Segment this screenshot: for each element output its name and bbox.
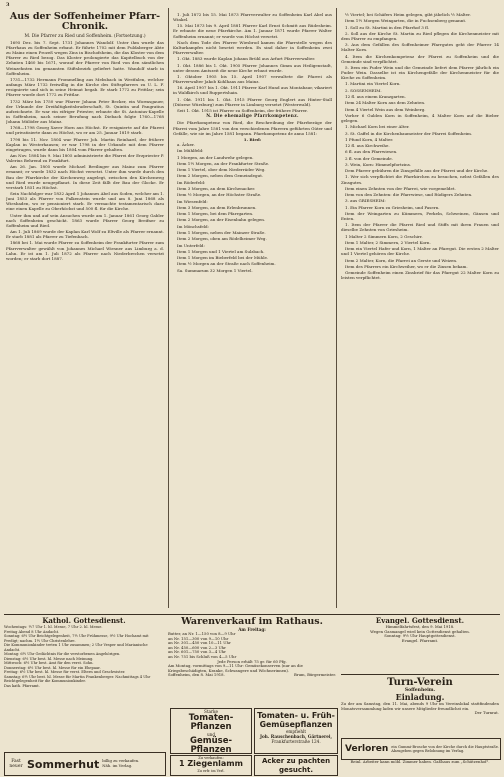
catholic-service-notice [4, 617, 164, 749]
chronicle-paragraph: Am 1. Juli 1869 wurde der Kaplan Karl Wolf zu Eltville als Pfarrer ernannt. Er starb 1881 als Pfarrer zu Tiefenbach. [6, 229, 164, 240]
turnverein-signature: Der Turnrat. [474, 710, 499, 716]
competence-paragraph: Gemeinde Soffenheim einen Zinsbrief für das Pfarrgut 22 Malter Korn zu leisten verpflichtet. [341, 270, 499, 281]
turnverein-notice [341, 677, 499, 735]
ziegenlamm-ad [170, 755, 252, 776]
catholic-service-line: Freitag: 6½ Uhr best. hl. Messe für verst. Eltern und Geschwister. [4, 670, 126, 674]
chronicle-paragraph: 1768—1798 Georg Xaver Horn aus Höchst. Er resignierte auf die Pfarrei und privatisierte dann zu Höchst, wo er am 25. Januar 1819 starb. [6, 125, 164, 136]
chronicle-paragraph: Am Nov. 1804 bis 9. Mai 1805 administrierte die Pfarrei der Erzpriester P. Valerius Behrend zu Frankfurt. [6, 153, 164, 164]
competence-paragraph: Item einen Zehnten von der Pfarrei, wie vorgemeldet. [345, 185, 456, 191]
tomaten2-heading-2: Gemüsepflanzen [259, 720, 333, 729]
competence-paragraph: 3. Aus dem Gefällen des Soffenheimer Pfarrgutes geht der Pfarrer 14 Malter Korn. [341, 42, 499, 53]
turnverein-subtitle: Soffenheim. [404, 688, 436, 693]
competence-paragraph: Item ein Viertel Hafer und Korn, 1 Malter an Pfarrgut. Die ersten 2 Malter und 1 Viertel gehören der Kirche. [341, 246, 499, 257]
competence-paragraphs [341, 12, 499, 280]
zimmer-ad [341, 760, 499, 774]
acker-ad [254, 755, 338, 776]
zimmer-text: Reinl. Arbeiter kann möbl. Zimmer haben. Gaßhaus zum „Schützenhof". [350, 760, 490, 764]
verloren-text: ein Gummi-Brosche von der Kirche durch die Hauptstraße. Abzugeben gegen Belohnung im Verlag. [391, 744, 500, 753]
warenverkauf-subtitle: Am Freitag: [238, 627, 266, 632]
warenverkauf-title: Warenverkauf im Rathaus. [181, 617, 323, 627]
evangelical-service-line: Sonntag: 9½ Uhr Hauptgottesdienst. [384, 633, 456, 639]
sommerhut-tail: billig zu verkaufen. Näh. im Verlag. [102, 758, 140, 768]
acker-tail [255, 775, 337, 776]
evangelical-service-line: Evangel. Pfarramt. [401, 638, 439, 644]
competence-paragraph: 4. Item die Kirchenkompetenz der Pfarrei zu Soffenheim und die Gemeinde sind verpflichtet. [341, 53, 499, 64]
tomaten-ad-top: Starke [203, 709, 219, 714]
tomaten-ad-rauschenbach [254, 708, 338, 754]
catholic-service-line: Die Kommunionkinder treten 1 Uhr zusammen; 2 Uhr Vesper und Marianische Andacht. [4, 643, 148, 652]
competence-paragraph: 2. Soll aus der Kirche St. Martin zu Ried pflegen die Kirchenmeister mit dem Pfarrer zu empfangen. [341, 30, 499, 41]
pastor-paragraph: 1. Juli 1872 bis 15. Mai 1873 Pfarrverwalter zu Soffenheim Karl Abel aus Winkel. [173, 12, 332, 23]
competence-paragraph: Item der Weingarten zu Kümmern, Ferkeln, Schweinen, Gänsen und Enten. [341, 210, 499, 222]
field-item: Im Mühlfeld: [177, 148, 204, 154]
catholic-service-line: Das kath. Pfarramt. [4, 683, 40, 688]
chronicle-paragraph: Am 26. Jan. 1805 wurde Michael Breilinger aus Mainz zum Pfarrer ernannt; er wurde 1832 nach Höchst versetzt. Unter ihm wurde durch den Bau der Pfarrkirche der Kirchenweg angelegt, zwischen den Kirchenweg und Ried wurde neugepflanzt. In diese Zeit fällt der Bau der Glocke. Er verstarb 1851 zu Höchst. [6, 164, 164, 190]
chronicle-title: Aus der Soffenheimer Pfarr-Chronik. [9, 12, 161, 32]
chronicle-paragraph: Sein Nachfolger war 1832 April 1 Johannes Abel aus Soden, welcher am 1. Juni 1853 als Pfarrer von Falkenstein wurde und am 8. Juni 1868 als Wiesbaden, wo er pensioniert starb. Er vermachte testamentarisch dazu eine einen Kapelle zu Oberhöchst und 500 fl. für die Kirche. [6, 191, 164, 212]
competence-paragraph: 5. Item ein Fuder Wein und die Gemeinde liefert dem Pfarrer jährlich ein Fuder Wein. Dasselbe ist ein Kirchengefälle der Kirchenmeister für die Kirche zu Soffenheim. [341, 64, 499, 81]
competence-paragraph: 1 Pfund Korn, 4 Malter. [345, 136, 394, 142]
competence-paragraph: Item 4 Viertel Wein aus dem Weinberg. [345, 106, 426, 112]
competence-paragraph: 3. St. Gaffel in die Kirchenbaumeister der Pfarrei Soffenheim. [345, 130, 473, 136]
warenverkauf-item: an Nr. 450—600 von 2—3 Uhr [168, 644, 226, 650]
catholic-service-lines [4, 625, 164, 688]
competence-paragraph: Item 24 Malter Korn aus dem Zehnten. [345, 100, 426, 106]
field-item: Item 2 Morgen, an der Eisenbahn gelegen. [177, 217, 266, 223]
chronicle-paragraphs [6, 40, 164, 261]
field-item: Item 2 Morgen, neben dem Gemeindegut. [177, 173, 264, 179]
warenverkauf-monday: Am Montag, vormittags von 9—11 Uhr: Gemüsekonserven (nur an die Kriegsbeschädigten, Kranke, Schwangere und Wöchnerinnen). [168, 663, 303, 673]
evangelical-service-line: Himmelfahrtsfest, den 9. Mai 1918. [385, 624, 455, 629]
field-item: Item 3 Morgen, an dem Erlenbrunnen. [177, 204, 257, 210]
pastor-paragraph: 16. April 1907 bis 1. Okt. 1911 Pfarrer Karl Hund aus Montabaur, vikariert in Waldkirch und Ruppertshain. [173, 85, 332, 96]
competence-paragraph: 1 Malter 2 Simmern Korn, 2 Geschirr. [345, 233, 423, 239]
ziegenlamm-heading: 1 Ziegenlamm [179, 759, 243, 768]
competence-paragraph: 3. aus GRIESHEIM: [345, 198, 386, 204]
tomaten-ad-heading-2: Gemüse-Pflanzen [189, 736, 232, 754]
pastor-paragraph: 1. Oktober 1905 bis 15. April 1907 verwaltete die Pfarrei als Pfarrverwalter Jakob Kohlhaas aus Mainz. [173, 73, 332, 85]
verloren-heading: Verloren [345, 744, 389, 754]
field-item: Item 1 Morgen, neben der Mainzer Straße. [177, 229, 266, 235]
ads-divider [4, 614, 500, 615]
field-item: Item ½ Morgen, an der Höchster Straße. [177, 192, 262, 198]
pastor-paragraph: 1. Okt. 1911 bis 1. Okt. 1915 Pfarrer Georg Englert aus Hinter-Stall (Diözese Würzburg) zum Pfarrer in Limburg versetzt (Westerwald). [173, 96, 332, 107]
competence-paragraph: Dem Pfarrer gebühren die Zinsgefälle aus der Pfarrei und der Kirche. [345, 168, 489, 174]
turnverein-einladung: Einladung. [395, 692, 445, 702]
evangelical-service-line: Wegen Gasmangel wird kein Gottesdienst gehalten. [370, 628, 470, 634]
warenverkauf-item: Butter, an Nr. 1—150 von 8—9 Uhr [168, 631, 236, 636]
warenverkauf-item: an Nr. 151—300 von 9—10 Uhr [168, 635, 229, 641]
warenverkauf-item: an Nr. 751 bis Schluß von 4—5 Uhr [168, 653, 237, 659]
field-item: Im Wiesenfeld: [177, 198, 208, 204]
warenverkauf-signature: Brum, Bürgermeister. [294, 672, 336, 678]
chronicle-paragraph: 1731—1732 Hermann Frommelling aus Mebsbach in Westfalen, welcher anfangs März 1732 freiwillig in die Kirche des Stiftspfarrers zu U. L. F. resignierte und sich in seine Heimat begab. Er starb 1772 zu Frittlar; sein Pfarrer wurde dort 1772 zu Frittlar. [6, 76, 164, 98]
competence-paragraph: 1. Wer sich verpflichtet die Pfarrkirchen zu besuchen, nebst Gefällen des Zinsgutes. [341, 174, 499, 185]
verloren-ad [341, 738, 501, 760]
field-item: Item ½ Morgen an der Straße nach Soffenheim. [177, 261, 276, 267]
section-heading: N. Die ehemalige Pfarrkompetenz. [206, 114, 299, 120]
tomaten2-address: Frankfurterstraße 124. [271, 739, 321, 744]
tomaten-ad-haas [170, 708, 252, 754]
chronicle-paragraph: 1798 bis 11. Nov. 1804 war Pfarrer Joh. Martin Reinhard, der frühere Kaplan in Westerhausen; er war 1798 in der Urkunde mit dem Pfarrer eingetragen, wurde dann bis 1804 vom Pfarrer gehalten. [6, 136, 164, 152]
tomaten-ad-heading: Tomaten-Pflanzen [188, 713, 234, 732]
competence-paragraph: Vorher 6 Gulden Korn in Soffenheim, 4 Malter Korn auf die Bieber gelegen. [341, 112, 499, 123]
warenverkauf-item: an Nr. 301—450 von 10—11 Uhr [168, 640, 231, 646]
pastor-paragraph: Nach dem Tode des Pfarrer Wiesbrod kamen die Pfarrstelle wegen des Kulturkampfes nicht besetzt werden. Es sind daher in Soffenheim zwei Pfarrverwalter. [173, 39, 332, 56]
chronicle-subtitle: M. Die Pfarrer zu Ried und Soffenheim. (Fortsetzung.) [24, 34, 146, 39]
warenverkauf-date: Soffenheim, den 8. Mai 1918. [168, 672, 225, 678]
field-item: Im Röderfeld: [177, 179, 206, 185]
catholic-service-title: Kathol. Gottesdienst. [42, 617, 126, 625]
competence-paragraph: ½ Viertel; bei Schäfers Heim gelegen, gibt jährlich ½ Malter. [345, 12, 471, 17]
column-rule [336, 8, 337, 608]
turnverein-title: Turn-Verein [387, 677, 453, 688]
catholic-service-line: Mittwoch: 6½ Uhr best. Amt für den verst. Sohn. [4, 661, 94, 665]
competence-paragraph: Item 1 Malter, 2 Simmern, 2 Viertel Korn. [345, 240, 431, 245]
competence-paragraph: 1. Martini ein Viertel Korn. [345, 81, 401, 87]
acker-heading: Acker zu pachten gesucht. [261, 757, 331, 774]
catholic-service-line: Wochentags: ½7 Uhr 1. hl. Messe, 7 Uhr 2. hl. Messe. [4, 625, 103, 629]
competence-paragraph: 3. Wein, Korn: Himmelpfortzins. [345, 161, 412, 167]
field-item: Item 1 Viertel, ober dem Niederräder Weg. [177, 167, 266, 173]
field-item: Im Mönchsfeld: [177, 223, 209, 229]
field-item: Item 3 Morgen, an dem Kirchenacker. [177, 186, 256, 191]
subsection-ried: 1. Ried: [243, 136, 262, 142]
competence-paragraph: 1. Ein Pfarrer Korn zu Griesheim, und Fasern. [345, 204, 440, 210]
tomaten-ad-und: und [206, 732, 216, 737]
catholic-service-line: Donnerstag: 6½ Uhr best. hl. Messe für ein Ehepaar. [4, 665, 101, 670]
tomaten2-name: Joh. Rauschenbach, Gärtnerei, [260, 734, 332, 739]
field-item: Im Unterfeld: [177, 242, 205, 248]
field-item: a. Äcker. [177, 142, 195, 148]
competence-paragraph: 6 fl. aus den Pfarrwiesen. [345, 149, 398, 155]
field-item: Item 1½ Morgen, an der Frankfurter Straße. [177, 160, 270, 166]
sommerhut-ad [4, 752, 166, 776]
field-item: Item 2 Morgen, oben am Rödelheimer Weg. [177, 236, 267, 242]
competence-paragraph: 2. SOSSENHEIM. [345, 87, 382, 93]
catholic-service-line: Dienstag: 6½ Uhr best. hl. Messe nach Meinung. [4, 656, 94, 661]
evangelical-service-lines [341, 625, 499, 644]
competence-paragraph: 12 fl. aus Kirchweihe. [345, 143, 390, 149]
competence-paragraph: 2 fl. von der Gemeinde. [345, 155, 393, 161]
ads-divider-right [341, 674, 499, 675]
chronicle-paragraph: 1868 bei 1. Mai wurde Pfarrer zu Soffenheim der Frankfurter Pfarrer zum Pfarrverwalter gewählt von Johannes Michael Wiesner aus Limburg a. d. Lahn. Er ist am 1. Juli 1872 als Pfarrer nach Niederbrechen versetzt worden; er starb dort 1887. [6, 240, 164, 261]
chronicle-continued-column [173, 12, 332, 612]
pastor-paragraph: 1. Okt. 1886 bis 1. Okt. 1905 Pfarrer Johannes Gimm aus Heiligenstadt, unter dessen Amtszeit die neue Kirche erbaut wurde. [173, 62, 332, 73]
tomaten2-heading: Tomaten- u. Früh- [257, 711, 335, 720]
turnverein-text: Zu der am Samstag, den 11. Mai, abends 9 Uhr im Vereinslokal stattfindenden Monatsversammlung laden wir unsere Mitglieder freundlichst ein. [341, 701, 499, 711]
competence-column [341, 12, 499, 612]
tomaten2-empfiehlt: empfiehlt [285, 729, 307, 734]
pastor-paragraph: 1. Okt. 1883 wurde Kaplan Johann Brühl aus Arfurt Pfarrverwalter. [177, 56, 316, 62]
field-items [173, 142, 332, 273]
pastor-paragraph: Seit 1. Okt. 1915 ist Pfarrer zu Soffenheim, der frühere Pfarrer. [177, 108, 308, 114]
sommerhut-heading: Sommerhut [27, 757, 100, 771]
field-item: Item 1 Morgen, bei dem Pfarrgarten. [177, 211, 254, 217]
page-number: 3 [6, 2, 10, 8]
chronicle-paragraph: Unter ihm und auf sein Ansuchen wurde am 1. Januar 1861 Georg Gabler nach Soffenheim geschickt. 1863 wurde Pfarrer Georg Breifner zu Soffenheim und Ried. [6, 212, 164, 228]
evangelical-service-title: Evangel. Gottesdienst. [375, 617, 465, 625]
competence-paragraph: Item von den Zehnten: die Pfarrwiese, und Rüdigers Zehnten. [345, 192, 473, 198]
field-item: 1 Morgen, an der Landwehr gelegen. [177, 154, 254, 160]
warenverkauf-items [168, 632, 336, 660]
competence-paragraph: 1. Soll zu St. Martini in den Pfarrhof 3 fl. [345, 24, 430, 30]
ziegenlamm-intro: Zu verkaufen: [198, 756, 224, 760]
section-intro: Die Pfarrkompetenz von Ried, die Beschreibung der Pfarrbezüge der Pfarrei vom Jahre 1581 von den verschiedenen Pfarrern geführten Güter und Gefälle, wie sie im Jahre 1581 begann. Pfarrkompetenz de anno 1581: [173, 120, 332, 136]
column-rule [168, 8, 169, 608]
chronicle-paragraph: 1732 März bis 1750 war Pfarrer Johann Peter Becker, ein Wormsgauer, der Urkunde der Dreifaltigkeitsbruderschaft, St. Quintin und Pangratius aufzeichnete. Er war ein eifriger Priester, erbaute die St. Antonius-Kapelle in Soffenheim, nach seiner Berufung nach Diebach folgte 1760—1768 Johann Mülöder aus Mainz. [6, 98, 164, 124]
catholic-service-line: Sonntag: 6½ Uhr Beichtgelegenheit, 7½ Uhr Frühmesse, 9½ Uhr Hochamt mit Predigt; nachm. 1½ Uhr Christenlehre. [4, 634, 149, 643]
warenverkauf-item: an Nr. 601—750 von 3—4 Uhr [168, 649, 226, 655]
evangelical-service-notice [341, 617, 499, 673]
chronicle-paragraph: 1695 Dez. bis 7. Sept. 1731 Johannes Wandolf. Unter ihm wurde das Pfarrhaus zu Soffenheim erbaut. Er führte 1702 mit dem Fuldaberger Abte zu Mainz einen Prozeß wegen Zins in Bischofsheim, die das Kloster von dem Pfarrer zu Ried bezog. Das Kloster prolongierte das Kapitelbuch von der Zehnten 1460 bis 1671, worauf der Pfarrer von Ried von den sämtlichen Weinzehnten im genannten Stiftsbezirk geliefert hatte. Wandolf starb in Soffenheim. [6, 40, 164, 76]
competence-paragraph: 1. Michael Korn bei einer Alter. [345, 124, 410, 130]
sommerhut-label: Fast neuer [9, 759, 23, 769]
pastor-paragraph: 15. Mai 1873 bis 9. April 1881 Pfarrer Karl Ernst Schmitt aus Rüdesheim. Er erbaute die neue Pfarrkirche. Am 1. Januar 1871 wurde Pfarrer Walter Soffenheim ernannt; er wurde von Höchst versetzt. [173, 23, 332, 39]
catholic-service-line: Montag: 6½ Uhr Gedächtnis für die verstorbenen Angehörigen. [4, 652, 121, 656]
field-item: Item 1 Morgen im Bieberfeld bei der Mühle. [177, 255, 269, 261]
field-item: Item 1 Morgen und 1 Viertel am Sulzbach. [177, 248, 265, 254]
catholic-service-line: Samstag: 6½ Uhr best. hl. Messe für Martin Frankenberger. Nachmittags 4 Uhr Beichtgelegenheit für die Kommunionkinder. [4, 674, 151, 683]
field-item: Sa. Summarum 32 Morgen 1 Viertel. [177, 267, 253, 273]
warenverkauf-note: Jede Person erhält 75 gr. für 60 Pfg. [217, 658, 287, 664]
pastor-list [173, 12, 332, 113]
ziegenlamm-tail: Zu erfr. im Verl. [197, 768, 225, 773]
warenverkauf-notice [168, 617, 336, 705]
catholic-service-line: Freitag Abend 8 Uhr Andacht. [4, 629, 60, 634]
competence-paragraph: Item 2 Malter, Korn, die Pfarrei an Gerste und Weizen. [345, 257, 458, 263]
competence-paragraph: Item des Pfarrers ein Kirchweiher, wo er die Zinsen bekam. [345, 263, 468, 269]
competence-paragraph: Item 1½ Morgen Weingarten, die in Fuchsenberg genannt. [345, 18, 467, 24]
chronicle-column [6, 12, 164, 612]
competence-paragraph: 12 fl. aus einem Kranzgarten. [345, 94, 406, 99]
competence-paragraph: 1. Item der Pfarrer die Pfarrei Ried und Stiffs mit ihren Frauen und dieselbe Zehnten von Griesheim. [341, 222, 499, 233]
